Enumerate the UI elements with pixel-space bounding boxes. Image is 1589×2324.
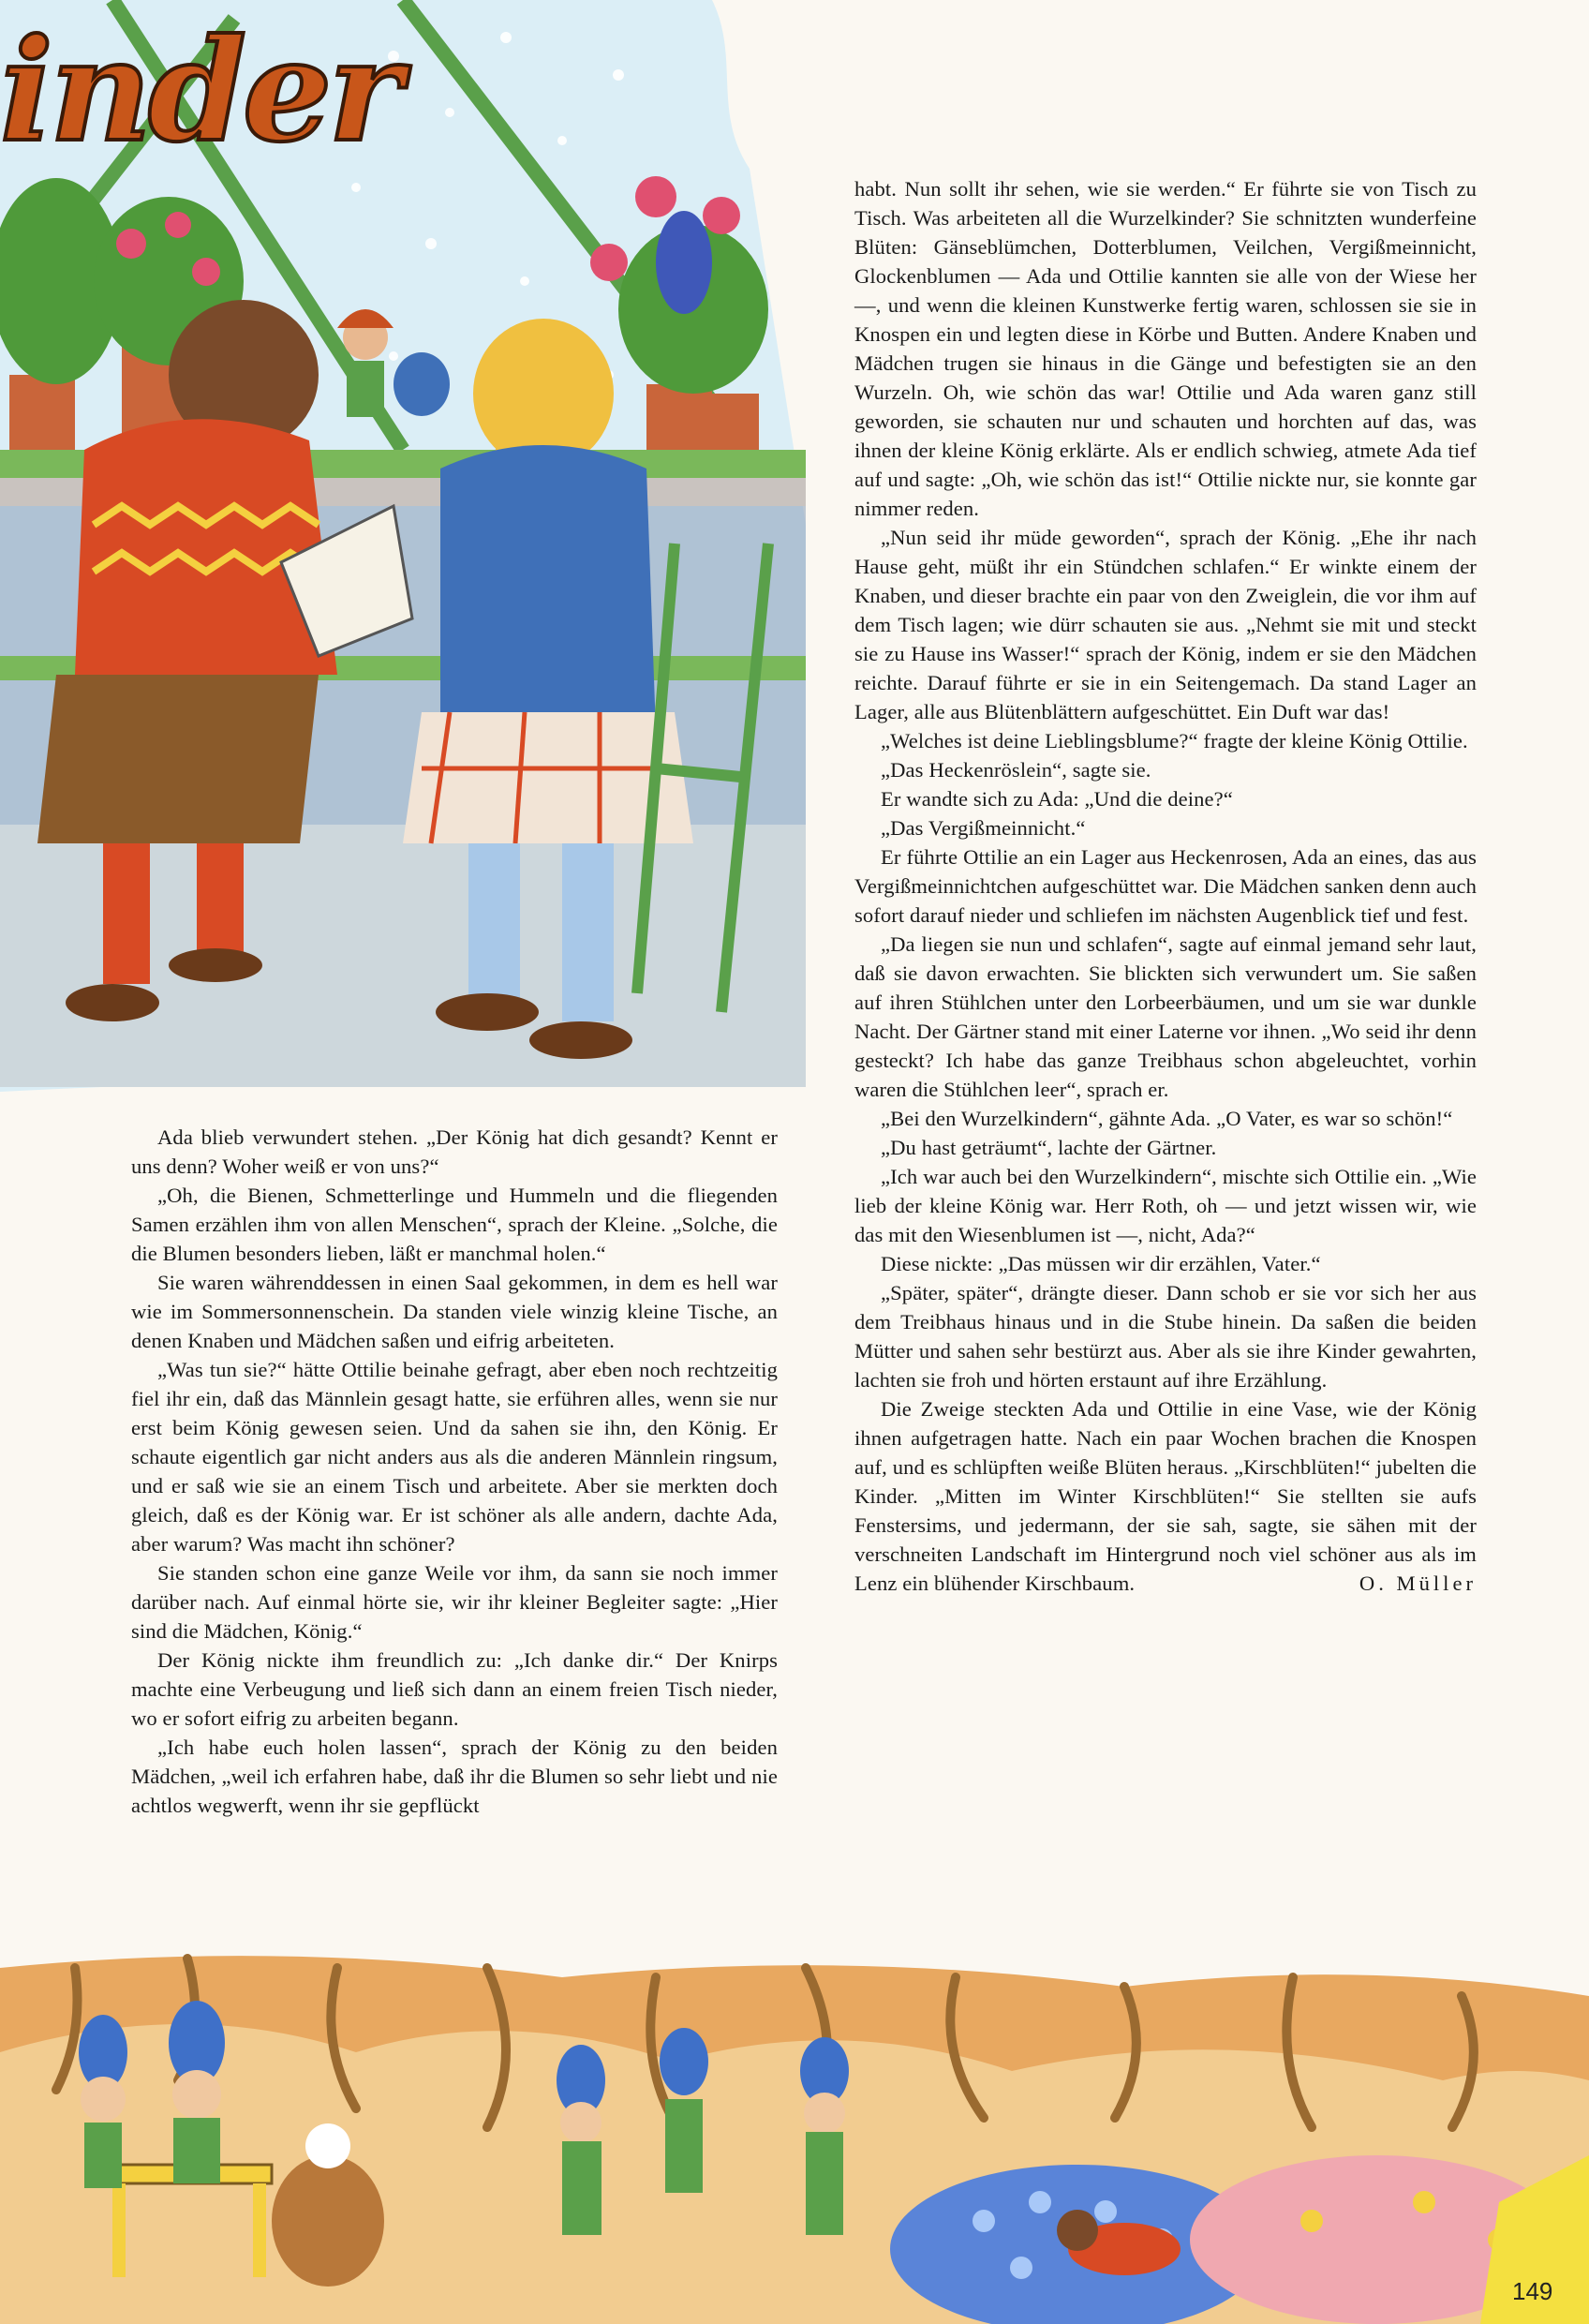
left-text-column [131, 1123, 778, 1820]
paragraph: „Was tun sie?“ hätte Ottilie beinahe gefragt, aber eben noch rechtzeitig fiel ihr ein, daß das Männlein gesagt hatte, sie erführen alles, wenn sie nur erst beim König gewesen seien. Und da sahen sie ihn, den König. Er schaute eigentlich gar nicht anders aus als die anderen Männlein ringsum, und er saß wie sie an einem Tisch und arbeitete. Aber sie merkten doch gleich, daß es der König war. Er ist schöner als alle andern, dachte Ada, aber warum? Was macht ihn schöner? [131, 1358, 778, 1556]
paragraph: „Das Vergißmeinnicht.“ [881, 816, 1086, 840]
paragraph: „Das Heckenröslein“, sagte sie. [881, 758, 1151, 782]
author-signature: O. Müller [1359, 1572, 1477, 1595]
paragraph-text: Die Zweige steckten Ada und Ottilie in eine Vase, wie der König ihnen aufgetragen hatte. Nach ein paar Wochen brachen die Knospen auf, und es schlüpften weiße Blüten heraus. „Kirschblüten!“ jubelten die Kinder. „Mitten im Winter Kirschblüten!“ Sie stellten sie aufs Fenstersims, und jedermann, der sie sah, sagte, sie sähen mit der verschneiten Landschaft im Hintergrund noch viel schöner aus als im Lenz ein blühender Kirschbaum. [854, 1397, 1477, 1595]
paragraph: „Oh, die Bienen, Schmetterlinge und Hummeln und die fliegenden Samen erzählen ihm von allen Menschen“, sprach der Kleine. „Solche, die die Blumen besonders lieben, läßt er manchmal holen.“ [131, 1184, 778, 1265]
paragraph: Sie waren währenddessen in einen Saal gekommen, in dem es hell war wie im Sommersonnenschein. Da standen viele winzig kleine Tische, an denen Knaben und Mädchen saßen und eifrig arbeiteten. [131, 1271, 778, 1352]
paragraph: „Ich war auch bei den Wurzelkindern“, mischte sich Ottilie ein. „Wie lieb der kleine König war. Herr Roth, oh — und jetzt wissen wir, wie das mit den Wiesenblumen ist —, nicht, Ada?“ [854, 1165, 1477, 1246]
right-text-column [854, 174, 1477, 1598]
paragraph: „Welches ist deine Lieblingsblume?“ fragte der kleine König Ottilie. [881, 729, 1468, 752]
paragraph: „Ich habe euch holen lassen“, sprach der König zu den beiden Mädchen, „weil ich erfahren habe, daß ihr die Blumen so sehr liebt und nie achtlos wegwerft, wenn ihr sie gepflückt [131, 1736, 778, 1817]
paragraph: „Du hast geträumt“, lachte der Gärtner. [881, 1136, 1217, 1159]
paragraph: „Nun seid ihr müde geworden“, sprach der König. „Ehe ihr nach Hause geht, müßt ihr ein Stündchen schlafen.“ Er winkte einem der Knaben, und dieser brachte ein paar von den Zweiglein, die vor ihm auf dem Tisch lagen; wie dürr schauten sie aus. „Nehmt sie mit und steckt sie zu Hause ins Wasser!“ sprach der König, indem er sie den Mädchen reichte. Darauf führte er sie in ein Seitengemach. Da stand Lager an Lager, alle aus Blütenblättern aufgeschüttet. Ein Duft war das! [854, 526, 1477, 723]
paragraph: Ada blieb verwundert stehen. „Der König hat dich gesandt? Kennt er uns denn? Woher weiß er von uns?“ [131, 1125, 778, 1178]
page-number: 149 [1512, 2277, 1553, 2305]
paragraph: Diese nickte: „Das müssen wir dir erzählen, Vater.“ [881, 1252, 1321, 1275]
paragraph: „Bei den Wurzelkindern“, gähnte Ada. „O Vater, es war so schön!“ [881, 1107, 1453, 1130]
paragraph: Er führte Ottilie an ein Lager aus Heckenrosen, Ada an eines, das aus Vergißmeinnichtchen aufgeschüttet war. Die Mädchen sanken denn auch sofort darauf nieder und schliefen im nächsten Augenblick tief und fest. [854, 845, 1477, 927]
paragraph: Sie standen schon eine ganze Weile vor ihm, da sann sie noch immer darüber nach. Auf einmal hörte sie, wir ihr kleiner Begleiter sagte: „Hier sind die Mädchen, König.“ [131, 1561, 778, 1643]
bottom-illustration [0, 1940, 1589, 2324]
paragraph: „Später, später“, drängte dieser. Dann schob er sie vor sich her aus dem Treibhaus hinaus und in die Stube hinein. Da saßen die beiden Mütter und sahen sehr bestürzt aus. Aber als sie ihre Kinder gewahrten, lachten sie froh und hörten erstaunt auf ihre Erzählung. [854, 1281, 1477, 1392]
root-kingdom-illustration [0, 1940, 1589, 2324]
paragraph: habt. Nun sollt ihr sehen, wie sie werden.“ Er führte sie von Tisch zu Tisch. Was arbeiteten all die Wurzelkinder? Sie schnitzten wunderfeine Blüten: Gänseblümchen, Dotterblumen, Veilchen, Vergißmeinnicht, Glockenblumen — Ada und Ottilie kannten sie alle von der Wiese her —, und wenn die kleinen Kunstwerke fertig waren, schlossen sie sie in Knospen ein und legten diese in Körbe und Butten. Andere Knaben und Mädchen trugen sie hinaus in die Gänge und befestigten sie an den Wurzeln. Oh, wie schön das war! Ottilie und Ada waren ganz still geworden, sie schauten nur und schauten und horchten auf das, was ihnen der kleine König erklärte. Als er endlich schwieg, atmete Ada tief auf und sagte: „Oh, wie schön das ist!“ Ottilie nickte nur, sie konnte gar nimmer reden. [854, 177, 1477, 520]
paragraph-final [854, 1394, 1477, 1598]
paragraph: Der König nickte ihm freundlich zu: „Ich danke dir.“ Der Knirps machte eine Verbeugung und ließ sich dann an einem freien Tisch nieder, wo er sofort eifrig zu arbeiten begann. [131, 1648, 778, 1730]
paragraph: Er wandte sich zu Ada: „Und die deine?“ [881, 787, 1233, 811]
headline: inder [0, 8, 399, 173]
paragraph: „Da liegen sie nun und schlafen“, sagte auf einmal jemand sehr laut, daß sie davon erwachten. Sie blickten sich verwundert um. Sie saßen auf ihren Stühlchen unter den Lorbeerbäumen, und um sie war dunkle Nacht. Der Gärtner stand mit einer Laterne vor ihnen. „Wo seid ihr denn gesteckt? Ich habe das ganze Treibhaus schon abgeleuchtet, vorhin waren die Stühlchen leer“, sprach er. [854, 932, 1477, 1101]
